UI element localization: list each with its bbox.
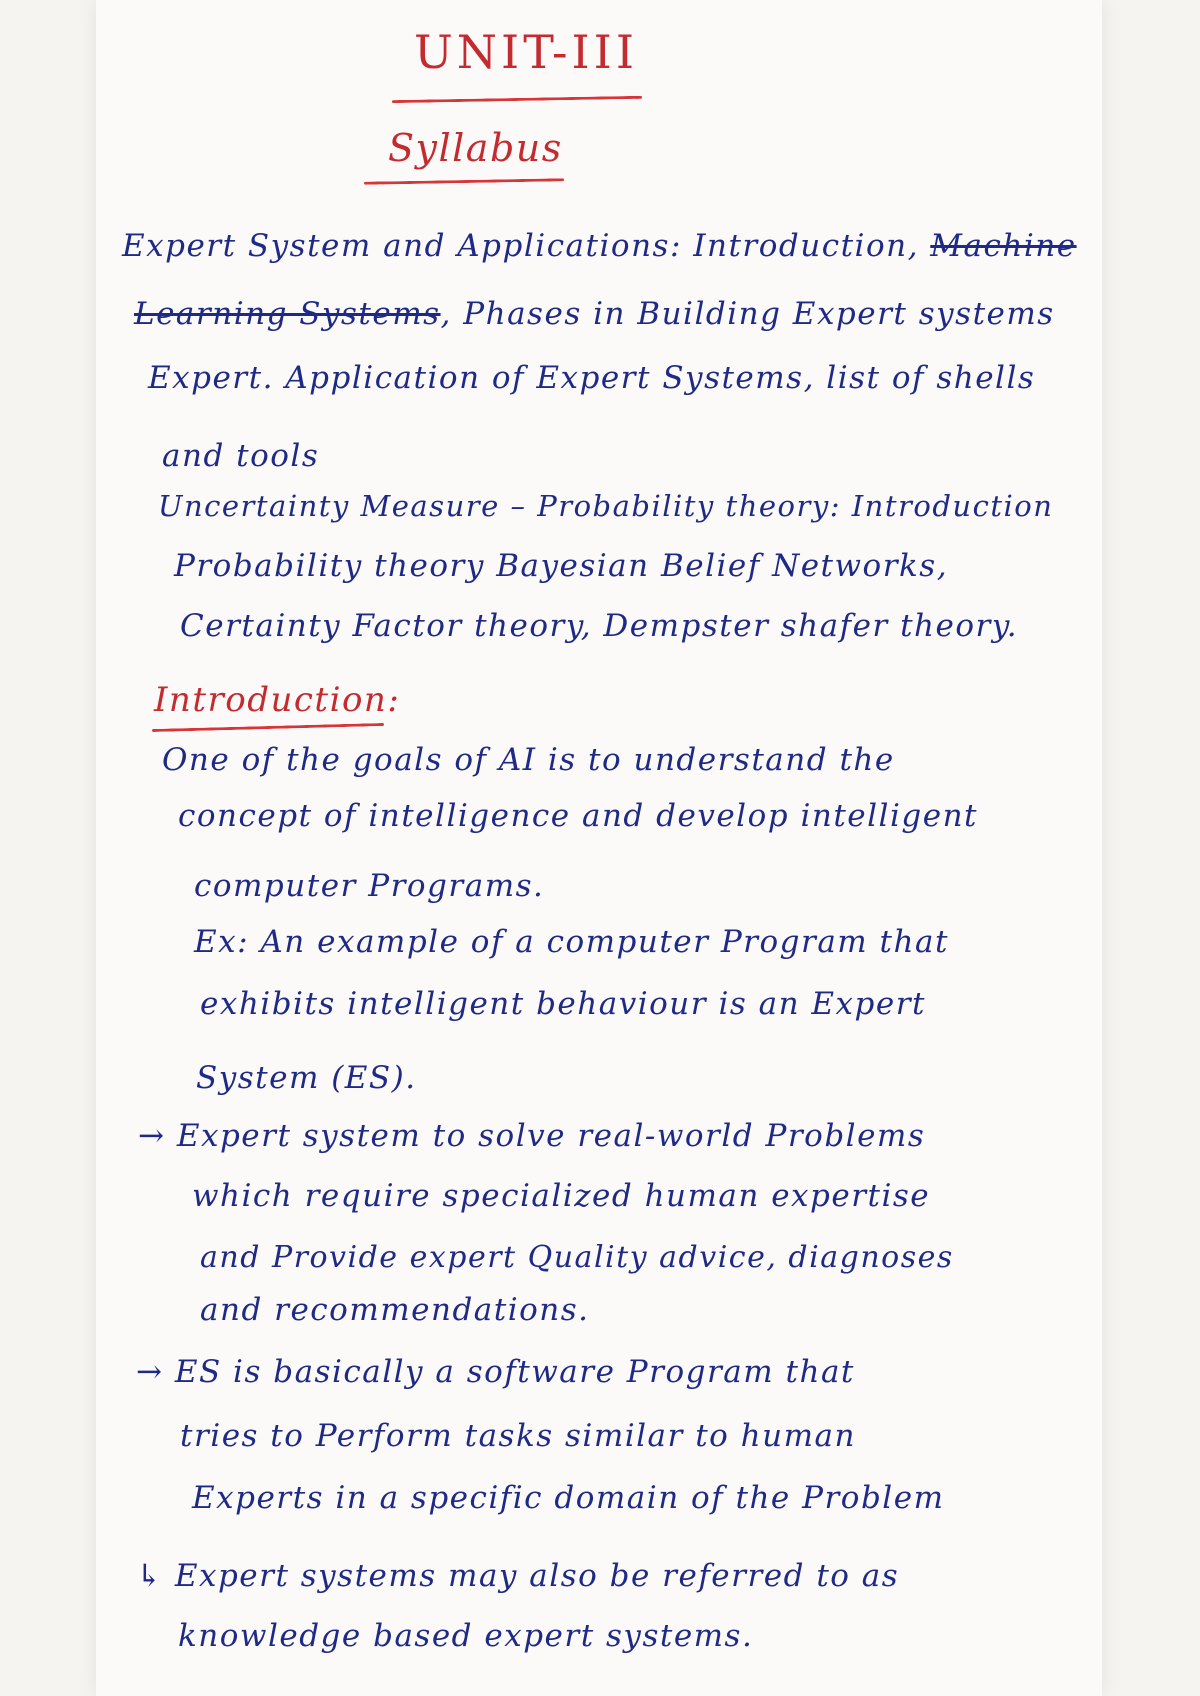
syllabus-line-1-text: Expert System and Applications: Introduction, bbox=[122, 228, 919, 264]
intro-line-6: System (ES). bbox=[196, 1060, 417, 1096]
unit-title-underline bbox=[392, 96, 642, 103]
syllabus-line-3: Expert. Application of Expert Systems, list of shells bbox=[148, 360, 1036, 396]
syllabus-line-5: Uncertainty Measure – Probability theory: Introduction bbox=[158, 489, 1054, 523]
syllabus-line-4: and tools bbox=[162, 438, 320, 474]
intro-line-5: exhibits intelligent behaviour is an Expert bbox=[200, 986, 927, 1022]
intro-line-3: computer Programs. bbox=[194, 868, 545, 904]
notebook-page bbox=[96, 0, 1102, 1696]
unit-title: UNIT-III bbox=[414, 25, 638, 79]
syllabus-struck-machine: Machine bbox=[930, 228, 1077, 264]
intro-line-7: → Expert system to solve real-world Problems bbox=[138, 1118, 926, 1154]
intro-line-4: Ex: An example of a computer Program that bbox=[194, 924, 949, 960]
intro-line-2: concept of intelligence and develop intelligent bbox=[178, 798, 978, 834]
syllabus-title-underline bbox=[364, 178, 564, 184]
intro-line-10: and recommendations. bbox=[200, 1292, 590, 1328]
syllabus-line-1 bbox=[122, 226, 1077, 266]
intro-line-11: → ES is basically a software Program that bbox=[136, 1354, 855, 1390]
syllabus-line-2 bbox=[134, 294, 1055, 334]
syllabus-struck-learning-systems: Learning Systems bbox=[134, 296, 441, 332]
syllabus-line-6: Probability theory Bayesian Belief Networks, bbox=[174, 548, 949, 584]
introduction-heading-underline bbox=[152, 723, 384, 732]
intro-line-9: and Provide expert Quality advice, diagnoses bbox=[200, 1240, 954, 1275]
intro-line-8: which require specialized human expertise bbox=[192, 1178, 931, 1214]
intro-line-12: tries to Perform tasks similar to human bbox=[180, 1418, 856, 1454]
introduction-heading: Introduction: bbox=[154, 680, 401, 720]
intro-line-1: One of the goals of AI is to understand the bbox=[162, 742, 895, 778]
syllabus-line-7: Certainty Factor theory, Dempster shafer theory. bbox=[180, 608, 1019, 644]
syllabus-title: Syllabus bbox=[388, 126, 563, 170]
intro-line-14: ↳ Expert systems may also be referred to as bbox=[136, 1558, 900, 1594]
syllabus-line-2-text: , Phases in Building Expert systems bbox=[440, 296, 1055, 332]
intro-line-13: Experts in a specific domain of the Problem bbox=[192, 1480, 945, 1516]
intro-line-15: knowledge based expert systems. bbox=[178, 1618, 754, 1654]
